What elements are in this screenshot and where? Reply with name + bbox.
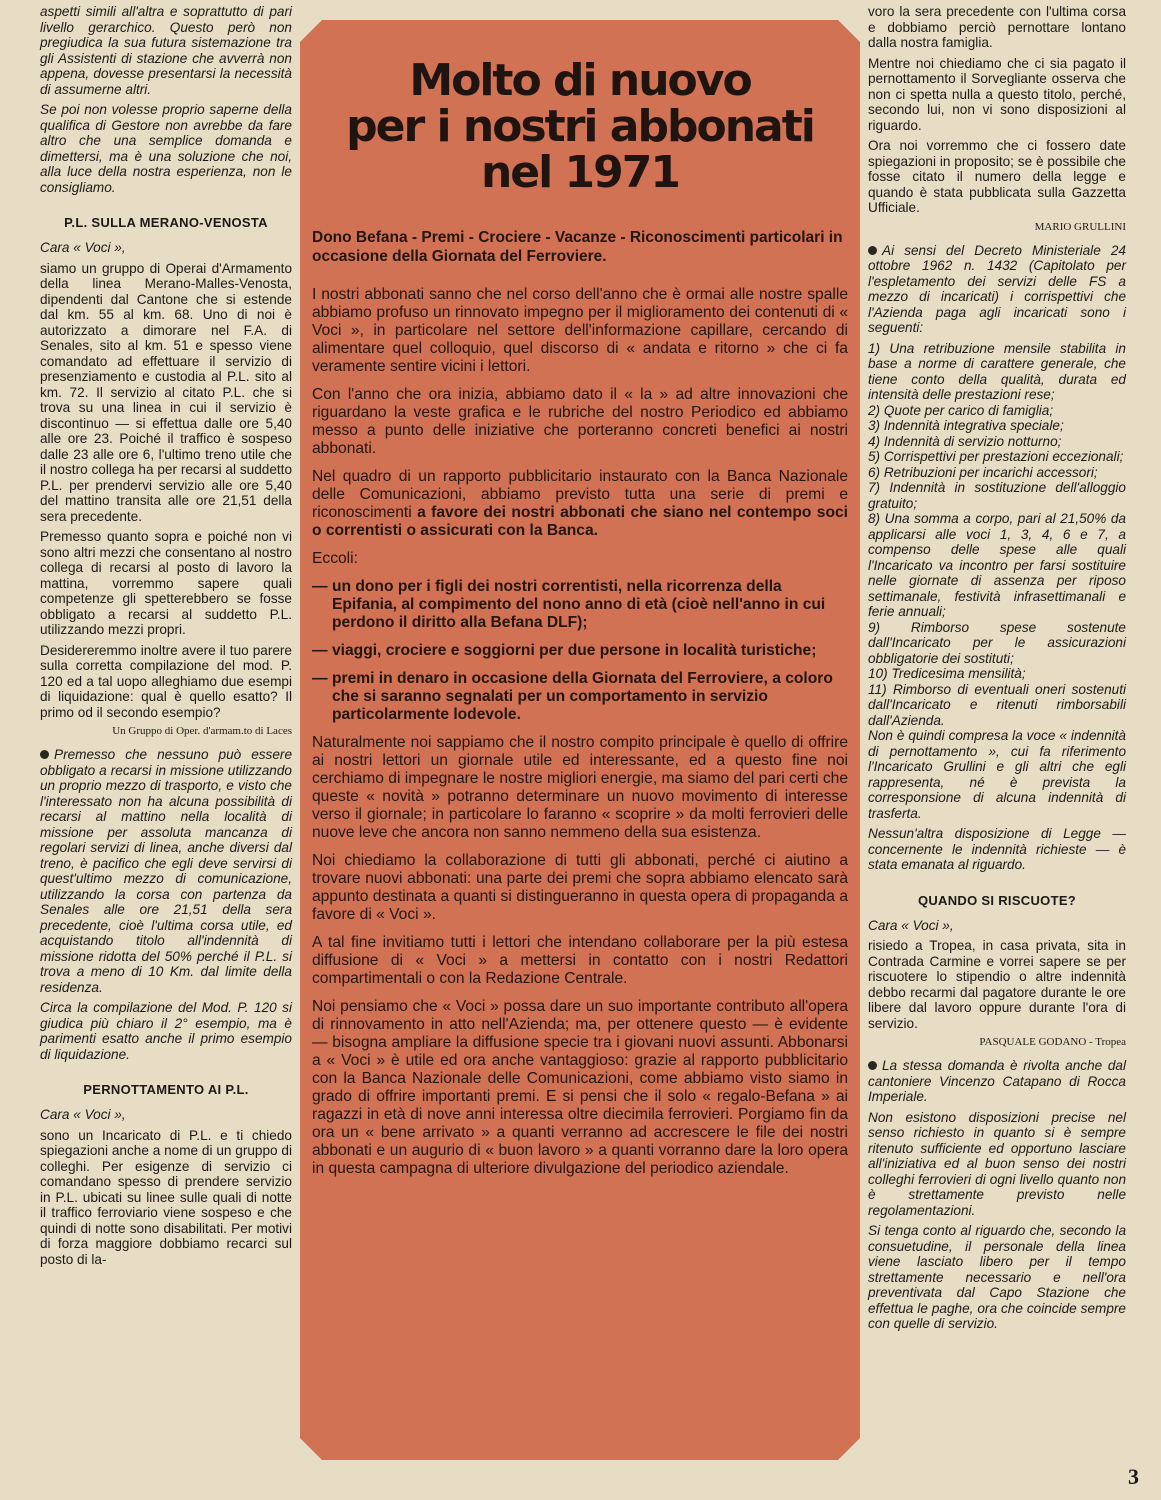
reply-paragraph: Non è quindi compresa la voce « indennità di pernottamento », cui fa riferimento l'Incaricato Grullini e gli altri che egli rappresenta, né è prevista la corresponsione di alcuna indennità di trasferta. bbox=[868, 728, 1126, 821]
bullet-icon bbox=[40, 750, 49, 759]
list-item: 4) Indennità di servizio notturno; bbox=[868, 433, 1062, 449]
list-item: 9) Rimborso spese sostenute dall'Incaricato per le assicurazioni obbligatorie dei sostituti; bbox=[868, 619, 1126, 666]
article-paragraph: Con l'anno che ora inizia, abbiamo dato il « la » ad altre innovazioni che riguardano la veste grafica e le rubriche del nostro Periodico ed abbiamo messo a punto delle iniziative che porteranno concreti benefici ai nostri abbonati. bbox=[312, 386, 848, 457]
reply-paragraph: Si tenga conto al riguardo che, secondo la consuetudine, il personale della linea viene lasciato libero per il tempo strettamente necessario e nell'ora preventivata dal Capo Stazione che effettua le paghe, ora che coincide sempre con quelle di servizio. bbox=[868, 1223, 1126, 1331]
article-title: Molto di nuovo per i nostri abbonati nel 1971 bbox=[346, 55, 814, 198]
reply-paragraph: La stessa domanda è rivolta anche dal cantoniere Vincenzo Catapano di Rocca Imperiale. bbox=[868, 1058, 1126, 1104]
letter-heading-pernottamento: PERNOTTAMENTO AI P.L. bbox=[83, 1082, 249, 1097]
letter-paragraph: sono un Incaricato di P.L. e ti chiedo spiegazioni anche a nome di un gruppo di colleghi. Per esigenze di servizio ci comandano spesso di prendere servizio in P.L. ubicati su linee sulle quali di notte il traffico ferroviario viene sospeso e che quindi di notte sono disabilitati. Per motivi di forza maggiore dobbiamo recarci sul posto di la- bbox=[40, 1127, 292, 1267]
letter-paragraph: Premesso quanto sopra e poiché non vi sono altri mezzi che consentano al nostro collega di recarsi al posto di lavoro la mattina, vorremmo sapere quali competenze gli spetterebbero se fosse obbligato a recarsi al suddetto P.L. utilizzando mezzi propri. bbox=[40, 529, 292, 637]
reply-paragraph: Nessun'altra disposizione di Legge — concernente le indennità richieste — è stata emanata al riguardo. bbox=[868, 826, 1126, 872]
letter-paragraph: Mentre noi chiediamo che ci sia pagato il pernottamento il Sorvegliante osserva che non ci spetta nulla a questo titolo, perché, secondo lui, non vi sono disposizioni al riguardo. bbox=[868, 55, 1126, 133]
right-column bbox=[868, 4, 1126, 1337]
list-item: 1) Una retribuzione mensile stabilita in base a norme di carattere generale, che tiene conto della qualità, durata ed intensità delle prestazioni rese; bbox=[868, 340, 1126, 402]
letter-heading-riscuote: QUANDO SI RISCUOTE? bbox=[917, 892, 1077, 908]
letter-paragraph: siamo un gruppo di Operai d'Armamento della linea Merano-Malles-Venosta, dipendenti dal Cantone che si estende dal km. 55 al km. 68. Uno di noi è autorizzato a dimorare nel F.A. di Senales, sito al km. 51 e spesso viene comandato ad effettuare il servizio di presenziamento e custodia al P.L. sito al km. 72. Il servizio al citato P.L. che si trova su una linea in cui il servizio è discontinuo — si effettua dalle ore 5,40 alle ore 23. Poiché il traffico è sospeso dalle 23 alle ore 6, l'ultimo treno utile che il nostro collega ha per recarsi al suddetto P.L. per prendervi servizio alle ore 5,40 del mattino transita alle ore 21,51 della sera precedente. bbox=[40, 260, 292, 524]
letter-salutation: Cara « Voci », bbox=[868, 917, 954, 933]
reply-paragraph: Circa la compilazione del Mod. P. 120 si giudica più chiaro il 2° esempio, ma è parimenti esatto anche il primo esempio di liquidazione. bbox=[40, 1000, 292, 1062]
letter-paragraph: risiedo a Tropea, in casa privata, sita in Contrada Carmine e vorrei sapere se per riscuotere lo stipendio o altre indennità debbo recarmi dal pagatore durante le ore libere dal lavoro oppure durante l'ora di servizio. bbox=[868, 938, 1126, 1031]
list-item: 7) Indennità in sostituzione dell'alloggio gratuito; bbox=[868, 480, 1126, 511]
article-paragraph: A tal fine invitiamo tutti i lettori che intendano collaborare per la più estesa diffusione di « Voci » a mettersi in contatto con i nostri Redattori compartimentali o con la Redazione Centrale. bbox=[312, 934, 848, 987]
article-body bbox=[312, 286, 848, 1188]
list-item: 11) Rimborso di eventuali oneri sostenuti dall'Incaricato e ritenuti rimborsabili dall'Azienda. bbox=[868, 681, 1126, 728]
letter-heading-merano: P.L. SULLA MERANO-VENOSTA bbox=[64, 215, 268, 230]
letter-signature: Un Gruppo di Oper. d'armam.to di Laces bbox=[112, 725, 292, 737]
intro-text-2: Se poi non volesse proprio saperne della qualifica di Gestore non avrebbe da fare altro che una semplice domanda e dimettersi, ma è una soluzione che noi, alla luce della nostra esperienza, non le consigliamo. bbox=[40, 102, 292, 195]
list-item: — un dono per i figli dei nostri correntisti, nella ricorrenza della Epifania, al compimento del nono anno di età (cioè nell'anno in cui perdono il diritto alla Befana DLF); bbox=[312, 578, 826, 631]
allowance-list bbox=[868, 341, 1126, 729]
article-paragraph: I nostri abbonati sanno che nel corso dell'anno che è ormai alle nostre spalle abbiamo profuso un rinnovato impegno per il miglioramento dei contenuti di « Voci », in particolare nel settore dell'informazione capillare, cercando di alimentare quel colloquio, quel discorso di « andata e ritorno » che ci fa veramente sentire vicini i lettori. bbox=[312, 286, 848, 375]
article-paragraph: Eccoli: bbox=[312, 550, 358, 567]
article-paragraph: Noi chiediamo la collaborazione di tutti gli abbonati, perché ci aiutino a trovare nuovi abbonati: una parte dei premi che sopra abbiamo elencato sarà appunto destinata a quanti si distingueranno in questa opera di propaganda a favore di « Voci ». bbox=[312, 852, 848, 923]
list-item: — premi in denaro in occasione della Giornata del Ferroviere, a coloro che si saranno segnalati per un comportamento in servizio particolarmente lodevole. bbox=[312, 670, 833, 723]
list-item: 10) Tredicesima mensilità; bbox=[868, 666, 1026, 681]
list-item: 8) Una somma a corpo, pari al 21,50% da applicarsi alle voci 1, 3, 4, 6 e 7, a compenso delle spese alle quali l'Incaricato va incontro per farsi sostituire nelle giornate di assenza per riposo settimanale, festività infrasettimanali e ferie annuali; bbox=[868, 511, 1126, 619]
page-number: 3 bbox=[1128, 1464, 1139, 1489]
article-subtitle: Dono Befana - Premi - Crociere - Vacanze - Riconoscimenti particolari in occasione della Giornata del Ferroviere. bbox=[312, 229, 843, 265]
letter-salutation: Cara « Voci », bbox=[40, 240, 126, 255]
reply-paragraph: Non esistono disposizioni precise nel senso richiesto in quanto si è sempre ritenuto sufficiente ed opportuno lasciare all'iniziativa ed al buon senso dei nostri colleghi ferrovieri di ogni livello quanto non è strettamente previsto nelle regolamentazioni. bbox=[868, 1109, 1126, 1218]
intro-text: aspetti simili all'altra e soprattutto di pari livello gerarchico. Questo però non pregiudica la sua futura sistemazione tra gli Assistenti di stazione che avverrà non appena, dovesse presentarsi la necessità di assumerne altri. bbox=[40, 4, 292, 97]
left-column bbox=[40, 4, 292, 1272]
list-item: 2) Quote per carico di famiglia; bbox=[868, 402, 1054, 418]
letter-salutation: Cara « Voci », bbox=[40, 1107, 126, 1122]
bullet-icon bbox=[868, 1061, 877, 1070]
letter-paragraph: Ora noi vorremmo che ci fossero date spiegazioni in proposito; se è possibile che fosse citato il numero della legge e quando è stata pubblicata sulla Gazzetta Ufficiale. bbox=[868, 138, 1126, 215]
letter-paragraph: Desidereremmo inoltre avere il tuo parere sulla corretta compilazione del mod. P. 120 ed a tal uopo alleghiamo due esempi di liquidazione: qual è quello esatto? Il primo od il secondo esempio? bbox=[40, 642, 292, 720]
article-paragraph: Nel quadro di un rapporto pubblicitario instaurato con la Banca Nazionale delle Comunicazioni, abbiamo previsto tutta una serie di premi e riconoscimenti a favore dei nostri abbonati che siano nel contempo soci o correntisti o assicurati con la Banca. bbox=[312, 468, 848, 539]
bullet-icon bbox=[868, 246, 877, 255]
list-item: 3) Indennità integrativa speciale; bbox=[868, 418, 1064, 433]
article-paragraph: Noi pensiamo che « Voci » possa dare un suo importante contributo all'opera di rinnovamento in atto nell'Azienda; ma, per ottenere questo — è evidente — bisogna ampliare la diffusione specie tra i giovani nuovi assunti. Abbonarsi a « Voci » è utile ed ora anche vantaggioso: grazie al rapporto pubblicitario con la Banca Nazionale delle Comunicazioni, come abbiamo visto siamo in grado di offrire importanti premi. E si pensi che il solo « regalo-Befana » ai ragazzi in età di nove anni interessa oltre diecimila ferrovieri. Porgiamo fin da ora un « bene arrivato » a quanti verranno ad accrescere le file dei nostri abbonati e un augurio di « buon lavoro » a quanti vorranno dare la loro opera in questa campagna di ulteriore divulgazione del periodico aziendale. bbox=[312, 998, 848, 1177]
article-paragraph: Naturalmente noi sappiamo che il nostro compito principale è quello di offrire ai nostri lettori un giornale utile ed interessante, ed a questo fine noi cerchiamo di impegnare le nostre migliori energie, ma siamo del pari certi che queste « novità » potranno determinare un nuovo movimento di interesse verso il giornale; in particolare lo faranno « scoprire » da molti ferrovieri delle nuove leve che ancora non sanno nemmeno della sua esistenza. bbox=[312, 734, 848, 841]
letter-signature: PASQUALE GODANO - Tropea bbox=[979, 1036, 1126, 1048]
letter-paragraph: voro la sera precedente con l'ultima corsa e dobbiamo perciò pernottare lontano dalla nostra famiglia. bbox=[868, 4, 1126, 50]
list-item: 6) Retribuzioni per incarichi accessori; bbox=[868, 464, 1098, 480]
list-item: 5) Corrispettivi per prestazioni eccezionali; bbox=[868, 449, 1124, 464]
reply-paragraph: Ai sensi del Decreto Ministeriale 24 ottobre 1962 n. 1432 (Capitolato per l'espletamento dei servizi delle FS a mezzo di incaricati) i corrispettivi che l'Azienda paga agli incaricati sono i seguenti: bbox=[868, 242, 1126, 335]
letter-signature: MARIO GRULLINI bbox=[1034, 220, 1126, 233]
list-item: — viaggi, crociere e soggiorni per due persone in località turistiche; bbox=[312, 642, 817, 659]
reply-paragraph: Premesso che nessuno può essere obbligato a recarsi in missione utilizzando un proprio mezzo di trasporto, e visto che l'interessato non ha alcuna possibilità di recarsi al mattino nella località di missione per assoluta mancanza di regolari servizi di linea, anche diversi dal treno, è pacifico che egli deve servirsi di quest'ultimo mezzo di comunicazione, utilizzando la corsa con partenza da Senales alle ore 21,51 della sera precedente, cioè l'ultima corsa utile, ed acquistando titolo all'indennità di missione ridotta del 50% perché il P.L. si trova a meno di 10 Km. dal limite della residenza. bbox=[40, 747, 292, 995]
